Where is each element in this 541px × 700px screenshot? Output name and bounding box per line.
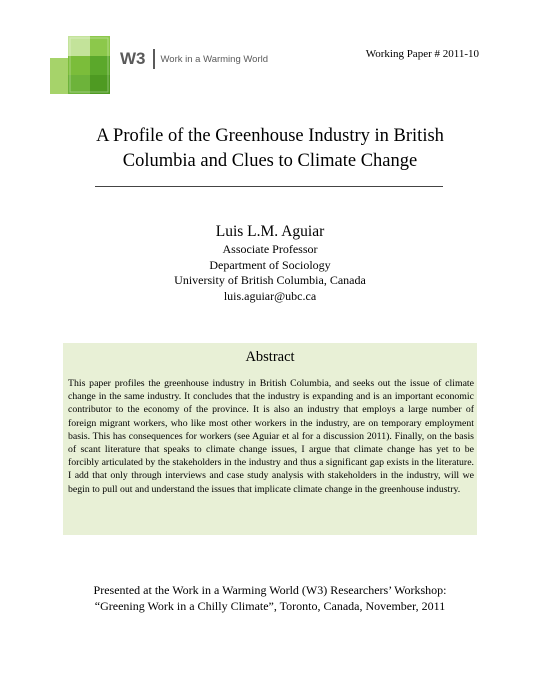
author-university: University of British Columbia, Canada (174, 273, 366, 287)
presentation-note-line-1: Presented at the Work in a Warming World (W3) Researchers’ Workshop: (93, 583, 447, 597)
brand-name: W3 (120, 49, 146, 68)
presentation-note-line-2: “Greening Work in a Chilly Climate”, Toronto, Canada, November, 2011 (94, 598, 446, 613)
title-divider (95, 186, 443, 187)
presentation-note (40, 583, 500, 614)
author-email[interactable]: luis.aguiar@ubc.ca (223, 288, 317, 303)
author-position: Associate Professor (222, 242, 318, 256)
brand-divider (153, 49, 155, 69)
brand-tagline: Work in a Warming World (160, 53, 269, 65)
paper-title-line-1: A Profile of the Greenhouse Industry in British (96, 126, 444, 146)
author-name: Luis L.M. Aguiar (215, 223, 325, 240)
author-block (60, 222, 480, 304)
paper-title-line-2: Columbia and Clues to Climate Change (122, 151, 418, 171)
author-department: Department of Sociology (209, 257, 331, 272)
abstract-body: This paper profiles the greenhouse industry in British Columbia, and seeks out the issue of climate change in the same industry. It concludes that the industry is expanding and is an important economic contributor to the economy of the province. It is also an industry that employs a large number of foreign migrant workers, who like most other workers in the industry, are on temporary employment basis. This has consequences for workers (see Aguiar et al for a discussion 2011). Finally, on the basis of scant literature that speaks to climate change issues, I argue that climate change has yet to be forcibly articulated by the stakeholders in the industry and thus a significant gap exists in the literature. I add that only through interviews and case study analysis with stakeholders in the industry, will we begin to pull out and understand the issues that implicate climate change in the greenhouse industry. (68, 378, 474, 495)
working-paper-number: Working Paper # 2011-10 (365, 48, 479, 60)
brand (120, 48, 268, 70)
abstract-heading: Abstract (245, 349, 295, 365)
w3-squares-logo-icon (50, 36, 112, 94)
paper-title (60, 124, 480, 174)
